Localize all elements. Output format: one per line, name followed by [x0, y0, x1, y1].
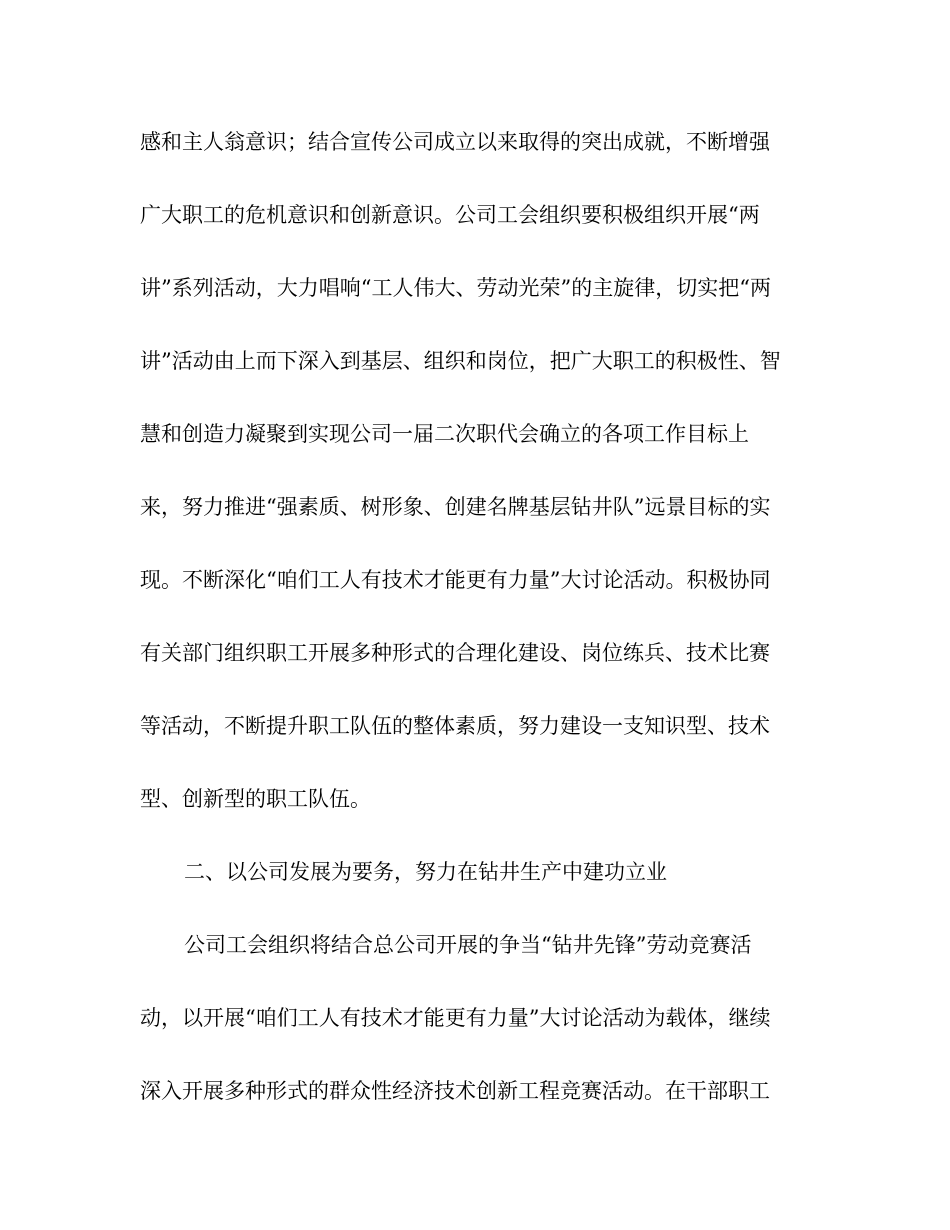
paragraph-line: 深入开展多种形式的群众性经济技术创新工程竞赛活动。在干部职工: [140, 1079, 770, 1103]
section-heading: 二、以公司发展为要务，努力在钻井生产中建功立业: [184, 860, 667, 884]
paragraph-line: 讲”系列活动，大力唱响“工人伟大、劳动光荣”的主旋律，切实把“两: [140, 276, 771, 300]
paragraph-line: 等活动，不断提升职工队伍的整体素质，努力建设一支知识型、技术: [140, 714, 770, 738]
paragraph-line: 型、创新型的职工队伍。: [140, 787, 371, 811]
paragraph-line: 广大职工的危机意识和创新意识。公司工会组织要积极组织开展“两: [140, 203, 760, 227]
paragraph-line: 有关部门组织职工开展多种形式的合理化建设、岗位练兵、技术比赛: [140, 641, 770, 665]
paragraph-line: 慧和创造力凝聚到实现公司一届二次职代会确立的各项工作目标上: [140, 422, 749, 446]
paragraph-line: 来，努力推进“强素质、树形象、创建名牌基层钻井队”远景目标的实: [140, 495, 771, 519]
paragraph-line: 讲”活动由上而下深入到基层、组织和岗位，把广大职工的积极性、智: [140, 349, 781, 373]
paragraph-line: 感和主人翁意识；结合宣传公司成立以来取得的突出成就，不断增强: [140, 130, 770, 154]
paragraph-line: 动，以开展“咱们工人有技术才能更有力量”大讨论活动为载体，继续: [140, 1006, 771, 1030]
paragraph-line: 现。不断深化“咱们工人有技术才能更有力量”大讨论活动。积极协同: [140, 568, 771, 592]
paragraph-line: 公司工会组织将结合总公司开展的争当“钻井先锋”劳动竞赛活: [184, 933, 752, 957]
